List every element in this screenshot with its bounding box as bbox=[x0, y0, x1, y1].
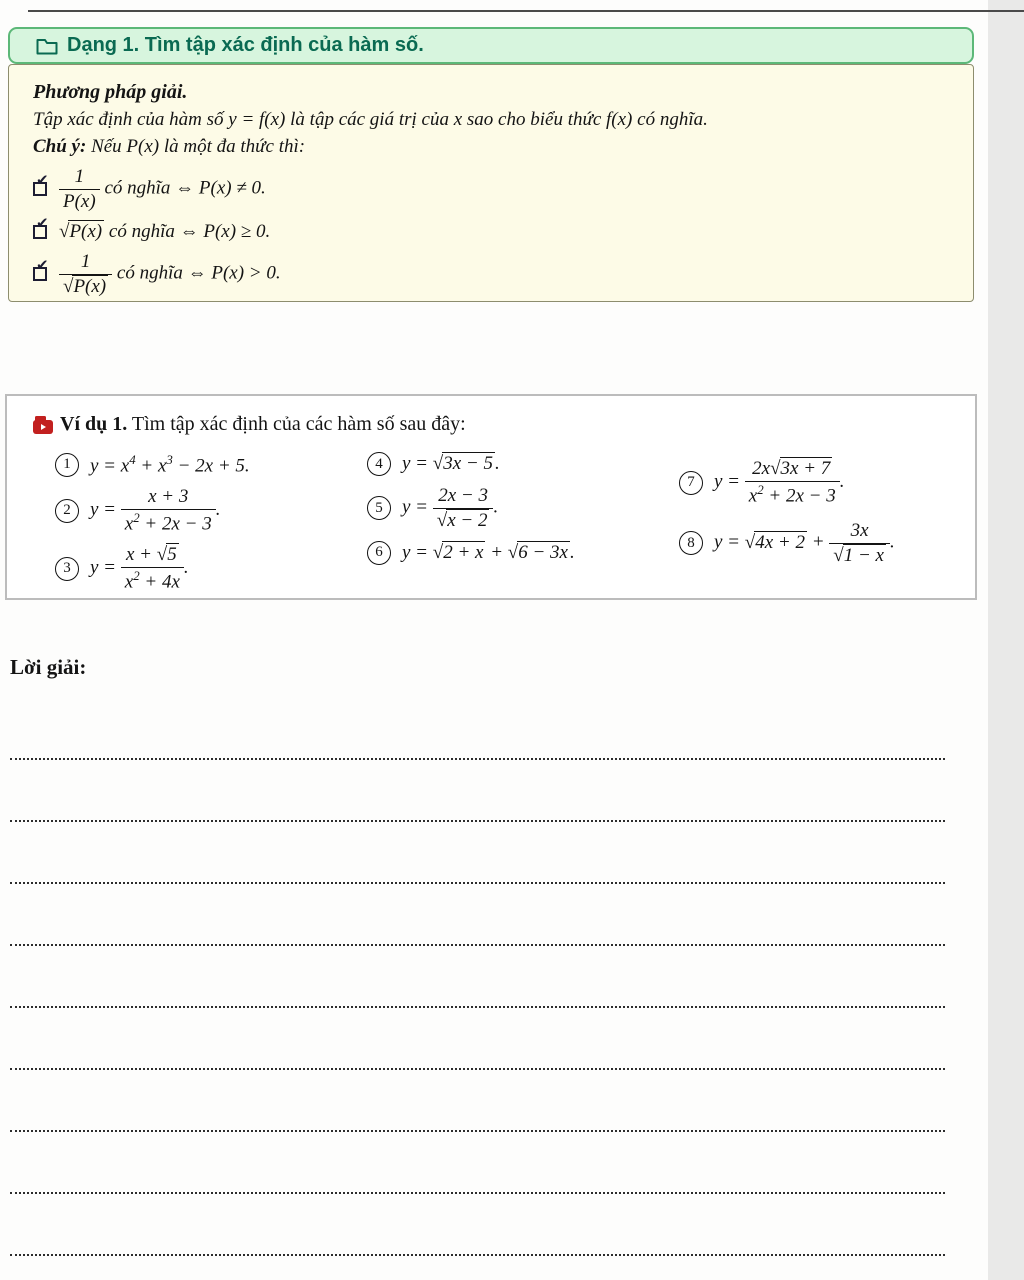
method-rule-expression: $\frac{1}{√P(x)}$ có nghĩa ⇔ P(x) > 0. bbox=[59, 251, 281, 298]
solution-heading: Lời giải: bbox=[10, 655, 87, 679]
example-header bbox=[33, 413, 961, 436]
problem-item bbox=[367, 485, 679, 532]
problem-grid bbox=[33, 452, 961, 593]
method-box bbox=[8, 64, 974, 302]
video-badge-icon bbox=[33, 416, 53, 434]
problem-number: 7 bbox=[679, 471, 703, 495]
solution-answer-lines bbox=[10, 698, 945, 1256]
problem-expression: $y = x^4 + x^3 - 2x + 5$. bbox=[90, 452, 250, 477]
method-rule-item bbox=[33, 215, 949, 243]
problem-expression: y = $\frac{x + 3}{x^2 + 2x - 3}$ . bbox=[90, 486, 221, 535]
problem-number: 1 bbox=[55, 453, 79, 477]
answer-line bbox=[10, 1132, 945, 1194]
checkbox-icon: ✔ bbox=[33, 182, 47, 196]
method-rule-item bbox=[33, 251, 949, 298]
page-right-margin bbox=[988, 0, 1024, 1280]
method-rule-item bbox=[33, 166, 949, 213]
answer-line bbox=[10, 760, 945, 822]
answer-line bbox=[10, 1070, 945, 1132]
method-note-label: Chú ý: bbox=[33, 136, 87, 157]
problem-number: 3 bbox=[55, 557, 79, 581]
checkbox-icon: ✔ bbox=[33, 267, 47, 281]
problem-number: 6 bbox=[367, 541, 391, 565]
example-box bbox=[5, 394, 977, 600]
problem-expression: y = √2 + x + √6 − 3x . bbox=[402, 541, 575, 563]
method-title: Phương pháp giải. bbox=[33, 81, 188, 103]
example-label: Ví dụ 1. bbox=[60, 413, 128, 435]
method-note bbox=[33, 136, 949, 158]
answer-line bbox=[10, 698, 945, 760]
problem-item bbox=[367, 541, 679, 565]
section-title: Dạng 1. Tìm tập xác định của hàm số. bbox=[67, 34, 424, 56]
problem-number: 5 bbox=[367, 496, 391, 520]
problem-expression: y = √3x − 5 . bbox=[402, 453, 500, 474]
problem-number: 4 bbox=[367, 452, 391, 476]
problem-item bbox=[55, 544, 367, 593]
problem-expression: y = $\frac{2x - 3}{√x - 2}$ . bbox=[402, 485, 499, 531]
section-header bbox=[8, 27, 974, 64]
answer-line bbox=[10, 946, 945, 1008]
method-rule-expression: √P(x) có nghĩa ⇔ P(x) ≥ 0. bbox=[59, 220, 271, 242]
problem-number: 8 bbox=[679, 531, 703, 555]
problem-item bbox=[679, 520, 961, 567]
answer-line bbox=[10, 884, 945, 946]
problem-expression: y = $\frac{x + √5}{x^2 + 4x}$ . bbox=[90, 544, 189, 593]
problem-column-2 bbox=[367, 452, 679, 593]
answer-line bbox=[10, 822, 945, 884]
answer-line bbox=[10, 1008, 945, 1070]
problem-expression: y = $\frac{2x√3x + 7}{x^2 + 2x - 3}$ . bbox=[714, 458, 845, 507]
example-title: Tìm tập xác định của các hàm số sau đây: bbox=[131, 413, 466, 435]
problem-number: 2 bbox=[55, 499, 79, 523]
page-top-rule bbox=[28, 10, 1024, 12]
method-rule-expression: $\frac{1}{P(x)}$ có nghĩa ⇔ P(x) ≠ 0. bbox=[59, 166, 266, 213]
folder-icon bbox=[36, 37, 58, 55]
checkbox-icon: ✔ bbox=[33, 225, 47, 239]
problem-item bbox=[679, 458, 961, 507]
problem-expression: y = √4x + 2 + $\frac{3x}{√1 - x}$ . bbox=[714, 520, 895, 566]
problem-item bbox=[55, 486, 367, 535]
answer-line bbox=[10, 1194, 945, 1256]
method-intro: Tập xác định của hàm số y = f(x) là tập các giá trị của x sao cho biểu thức f(x) có nghĩa. bbox=[33, 109, 708, 130]
problem-column-1 bbox=[55, 452, 367, 593]
problem-column-3 bbox=[679, 452, 961, 593]
problem-item bbox=[367, 452, 679, 476]
method-note-text: Nếu P(x) là một đa thức thì: bbox=[91, 136, 306, 157]
problem-item bbox=[55, 452, 367, 477]
